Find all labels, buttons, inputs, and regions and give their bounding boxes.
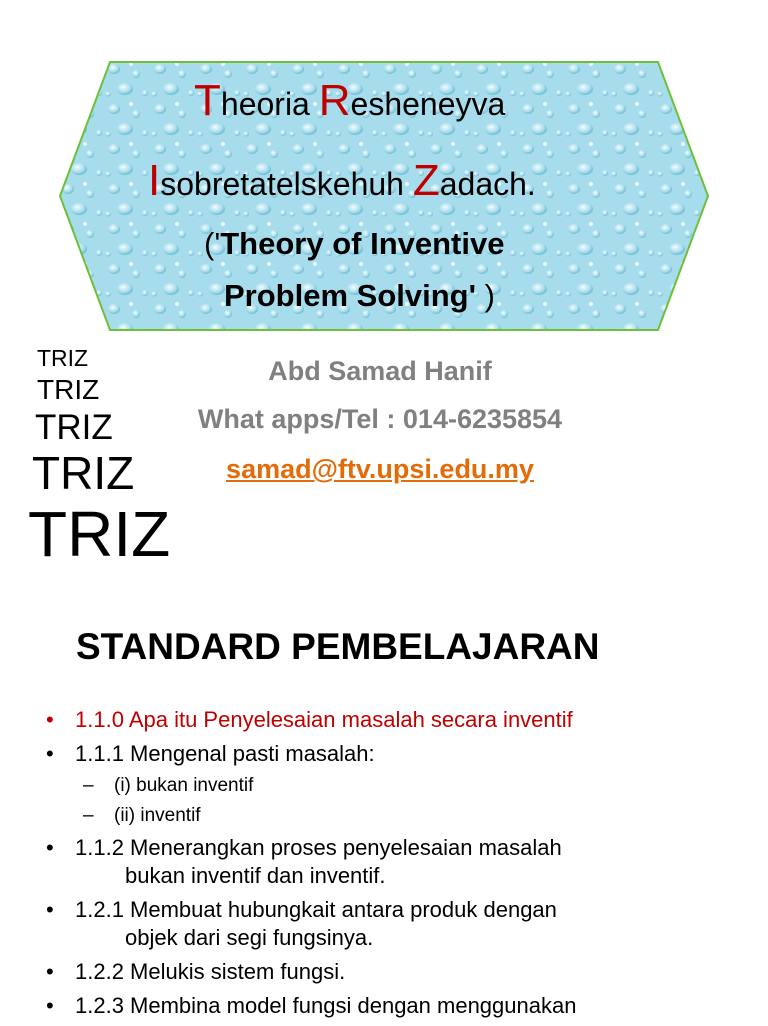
bullet: • — [46, 959, 54, 984]
bullet: • — [46, 707, 54, 732]
initial-t: T — [194, 76, 221, 125]
bullet: • — [46, 993, 54, 1018]
dash: – — [83, 805, 94, 826]
word-adach: adach. — [439, 166, 536, 202]
banner-line-4 — [224, 278, 495, 314]
author-email-link[interactable]: samad@ftv.upsi.edu.my — [226, 454, 534, 484]
triz-word-5: TRIZ — [28, 498, 171, 570]
triz-word-4: TRIZ — [32, 447, 135, 499]
word-sobretatelskehuh: sobretatelskehuh — [160, 166, 413, 202]
banner-line-2 — [148, 156, 536, 206]
initial-z: Z — [412, 156, 440, 205]
list-item: • 1.1.0 Apa itu Penyelesaian masalah secara inventif — [46, 707, 573, 732]
sub-list-item: – (ii) inventif — [83, 805, 201, 826]
word-heoria: heoria — [220, 86, 319, 122]
english-title-part2: Problem Solving' — [224, 278, 476, 313]
dash: – — [83, 775, 94, 796]
list-item: • 1.2.3 Membina model fungsi dengan menggunakan — [46, 993, 577, 1018]
bullet: • — [46, 741, 54, 766]
bullet: • — [46, 835, 54, 860]
standards-list — [44, 706, 754, 1026]
banner-line-1 — [194, 76, 505, 126]
paren-open: (' — [204, 226, 221, 261]
word-esheneyva: esheneyva — [350, 86, 506, 122]
author-phone: What apps/Tel : 014-6235854 — [197, 404, 563, 434]
triz-word-1: TRIZ — [37, 345, 89, 371]
initial-r: R — [318, 76, 351, 125]
english-title-part1: Theory of Inventive — [220, 226, 505, 261]
standards-slide — [0, 590, 768, 1024]
triz-word-2: TRIZ — [37, 374, 100, 405]
hexagon-banner — [58, 60, 710, 332]
list-item: • 1.2.1 Membuat hubungkait antara produk dengan objek dari segi fungsinya. — [46, 897, 557, 950]
bullet: • — [46, 897, 54, 922]
initial-i: I — [148, 156, 161, 205]
sub-list-item: – (i) bukan inventif — [83, 775, 254, 796]
slide-title: STANDARD PEMBELAJARAN — [76, 626, 600, 667]
list-item: • 1.2.2 Melukis sistem fungsi. — [46, 959, 346, 984]
list-item: • 1.1.2 Menerangkan proses penyelesaian masalah bukan inventif dan inventif. — [46, 835, 562, 888]
list-item: • 1.1.1 Mengenal pasti masalah: — [46, 741, 375, 766]
author-name: Abd Samad Hanif — [268, 356, 492, 386]
banner-line-3 — [204, 226, 504, 262]
triz-word-3: TRIZ — [35, 408, 113, 447]
paren-close: ) — [475, 278, 495, 313]
